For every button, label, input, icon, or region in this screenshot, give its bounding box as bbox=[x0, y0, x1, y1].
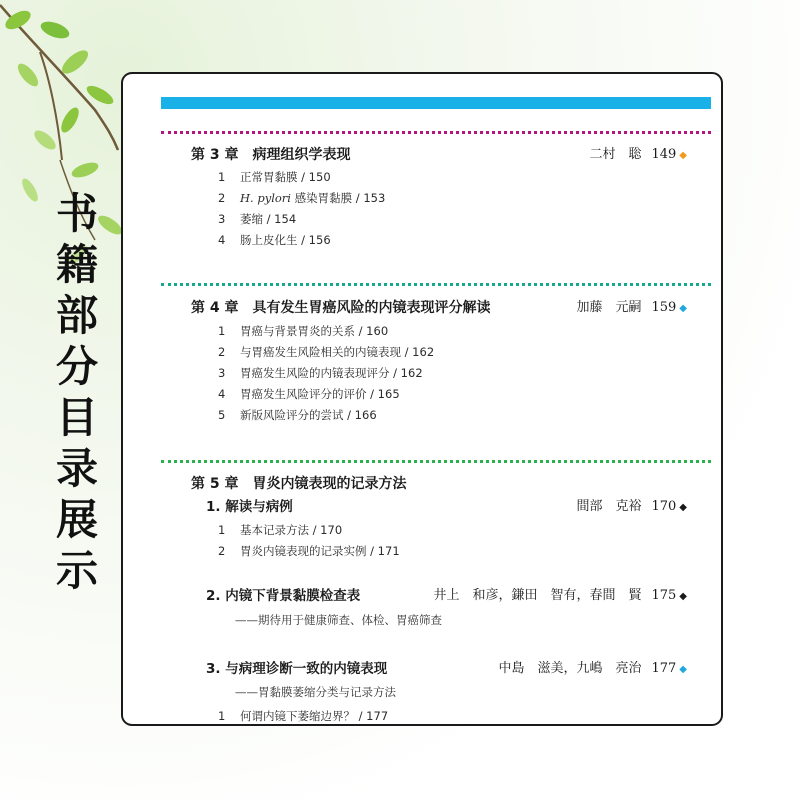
top-accent-bar bbox=[161, 97, 711, 109]
chapter-3-author bbox=[589, 145, 687, 166]
chapter-5-title: 第 5 章 胃炎内镜表现的记录方法 bbox=[191, 476, 407, 492]
side-title-char: 部 bbox=[55, 291, 98, 340]
chapter-5-divider bbox=[161, 460, 711, 463]
section-5-2-heading bbox=[123, 586, 721, 608]
list-item: 2 H. pylori 感染胃黏膜 / 153 bbox=[218, 191, 386, 205]
chapter-4-divider bbox=[161, 283, 711, 286]
toc-panel bbox=[121, 72, 723, 726]
chapter-4-heading bbox=[123, 298, 721, 320]
list-item: 4 胃癌发生风险评分的评价 / 165 bbox=[218, 387, 400, 401]
chapter-4-author bbox=[576, 298, 687, 319]
diamond-marker-icon: ◆ bbox=[679, 150, 687, 161]
section-5-2-title: 2. 内镜下背景黏膜检查表 bbox=[206, 588, 361, 604]
section-5-3-subtitle: ——胃黏膜萎缩分类与记录方法 bbox=[235, 685, 396, 699]
diamond-marker-icon: ◆ bbox=[679, 502, 687, 513]
author-name: 間部 克裕 bbox=[576, 499, 642, 514]
author-name: 二村 聡 bbox=[589, 147, 642, 162]
list-item: 1 胃癌与背景胃炎的关系 / 160 bbox=[218, 324, 389, 338]
side-title-char: 籍 bbox=[55, 240, 98, 289]
section-5-1-title: 1. 解读与病例 bbox=[206, 499, 293, 515]
section-5-1-author bbox=[576, 497, 687, 518]
side-title bbox=[52, 188, 102, 596]
list-item: 5 新版风险评分的尝试 / 166 bbox=[218, 408, 377, 422]
page-number: 159 bbox=[651, 300, 677, 315]
chapter-3-divider bbox=[161, 131, 711, 134]
side-title-char: 分 bbox=[55, 342, 98, 391]
list-item: 4 肠上皮化生 / 156 bbox=[218, 233, 331, 247]
author-name: 加藤 元嗣 bbox=[576, 300, 642, 315]
section-5-3-author bbox=[498, 659, 687, 680]
author-name: 井上 和彦，鎌田 智有，春間 賢 bbox=[433, 588, 642, 603]
list-item: 1 何谓内镜下萎缩边界？ / 177 bbox=[218, 709, 389, 723]
list-item: 2 胃炎内镜表现的记录实例 / 171 bbox=[218, 544, 400, 558]
diamond-marker-icon: ◆ bbox=[679, 303, 687, 314]
page-number: 149 bbox=[651, 147, 677, 162]
section-5-3-heading bbox=[123, 659, 721, 681]
section-5-2-subtitle: ——期待用于健康筛查、体检、胃癌筛查 bbox=[235, 613, 442, 627]
section-5-3-title: 3. 与病理诊断一致的内镜表现 bbox=[206, 661, 388, 677]
chapter-4-title: 第 4 章 具有发生胃癌风险的内镜表现评分解读 bbox=[191, 300, 491, 316]
section-5-2-author bbox=[433, 586, 687, 607]
page-number: 170 bbox=[651, 499, 677, 514]
author-name: 中島 滋美，九嶋 亮治 bbox=[498, 661, 642, 676]
diamond-marker-icon: ◆ bbox=[679, 591, 687, 602]
page-number: 175 bbox=[651, 588, 677, 603]
list-item: 3 胃癌发生风险的内镜表现评分 / 162 bbox=[218, 366, 423, 380]
side-title-char: 示 bbox=[55, 546, 98, 595]
page-number: 177 bbox=[651, 661, 677, 676]
diamond-marker-icon: ◆ bbox=[679, 664, 687, 675]
list-item: 1 基本记录方法 / 170 bbox=[218, 523, 343, 537]
chapter-5-heading bbox=[123, 474, 721, 496]
section-5-1-heading bbox=[123, 497, 721, 519]
side-title-char: 录 bbox=[55, 444, 98, 493]
chapter-3-title: 第 3 章 病理组织学表现 bbox=[191, 147, 351, 163]
list-item: 2 与胃癌发生风险相关的内镜表现 / 162 bbox=[218, 345, 435, 359]
side-title-char: 书 bbox=[55, 189, 98, 238]
side-title-char: 展 bbox=[55, 495, 98, 544]
chapter-3-heading bbox=[123, 145, 721, 167]
side-title-char: 目 bbox=[55, 393, 98, 442]
list-item: 3 萎缩 / 154 bbox=[218, 212, 297, 226]
list-item: 1 正常胃黏膜 / 150 bbox=[218, 170, 331, 184]
